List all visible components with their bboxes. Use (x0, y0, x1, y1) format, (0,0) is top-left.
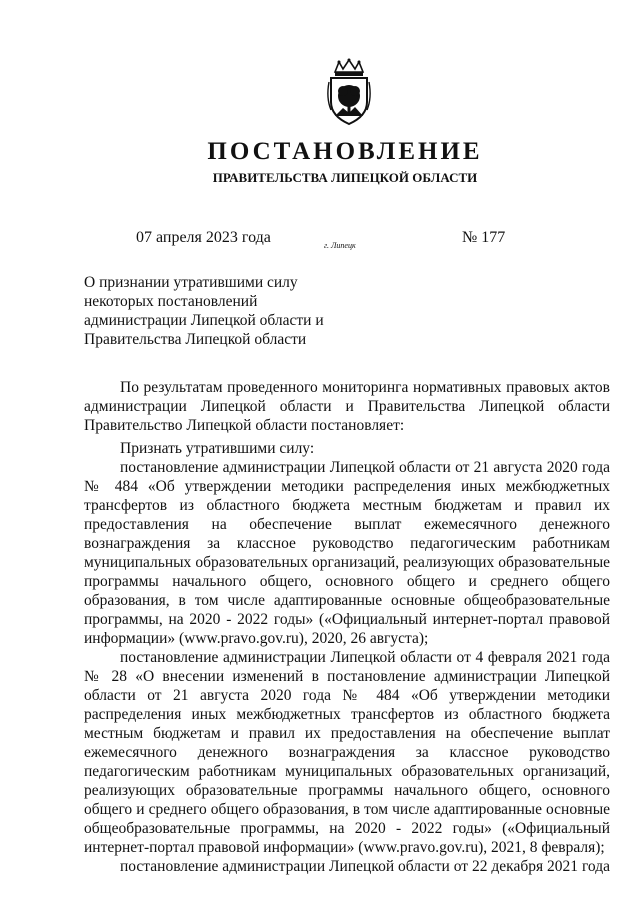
text-line: общеобразовательные программы, на 2020 - 2022 годы» («Официальный (84, 820, 610, 837)
text-line: № 484 «Об утверждении методики распределения иных межбюджетных (84, 478, 610, 495)
text-line: постановление администрации Липецкой области от 4 февраля 2021 года (120, 649, 610, 666)
text-line: реализующих образовательные программы начального общего, основного (84, 782, 610, 799)
heading-line: некоторых постановлений (84, 293, 258, 310)
text-line: ежемесячного денежного вознаграждения за классное руководство (84, 744, 610, 761)
document-heading (84, 273, 344, 349)
heading-line: Правительства Липецкой области (84, 331, 307, 348)
decision-paragraph (84, 439, 610, 458)
text-line: муниципальных образовательных организаций, реализующих образовательные (84, 554, 610, 571)
text-line: постановление администрации Липецкой области от 21 августа 2020 года (120, 459, 610, 476)
text-line: интернет-портал правовой информации» (www.pravo.gov.ru), 2021, 8 февраля); (84, 839, 605, 856)
text-line: № 28 «О внесении изменений в постановление администрации Липецкой (84, 668, 610, 685)
text-line: программы, на 2020 - 2022 годы» («Официальный интернет-портал правовой (84, 611, 610, 628)
text-line: общего и среднего общего образования, в том числе адаптированные основные (84, 801, 610, 818)
text-line: программы начального общего, основного общего и среднего общего (84, 573, 610, 590)
text-line: Признать утратившими силу: (120, 440, 315, 457)
text-line: местным бюджетам и правил их предоставления на обеспечение выплат (84, 725, 610, 742)
heading-line: администрации Липецкой области и (84, 312, 324, 329)
heading-line: О признании утратившими силу (84, 274, 298, 291)
text-line: По результатам проведенного мониторинга нормативных правовых актов (120, 379, 610, 396)
text-line: образования, в том числе адаптированные основные общеобразовательные (84, 592, 610, 609)
text-line: предоставления на обеспечение выплат ежемесячного денежного (84, 516, 610, 533)
repeal-item-3 (84, 857, 610, 876)
document-city: г. Липецк (324, 241, 356, 250)
text-line: области от 21 августа 2020 года № 484 «Об утверждении методики (84, 687, 610, 704)
coat-of-arms-emblem (325, 58, 373, 128)
text-line: педагогическим работникам муниципальных образовательных организаций, (84, 763, 610, 780)
intro-paragraph (84, 378, 610, 435)
document-title: ПОСТАНОВЛЕНИЕ (207, 138, 483, 165)
text-line: постановление администрации Липецкой области от 22 декабря 2021 года (120, 858, 610, 875)
issuing-authority: ПРАВИТЕЛЬСТВА ЛИПЕЦКОЙ ОБЛАСТИ (212, 170, 478, 185)
text-line: администрации Липецкой области и Правительства Липецкой области (84, 398, 610, 415)
repeal-item-2 (84, 648, 610, 857)
repeal-item-1 (84, 458, 610, 648)
text-line: вознаграждения за классное руководство педагогическим работникам (84, 535, 610, 552)
document-body (84, 378, 610, 880)
text-line: Правительство Липецкой области постановляет: (84, 417, 405, 434)
document-date: 07 апреля 2023 года (136, 229, 271, 246)
text-line: информации» (www.pravo.gov.ru), 2020, 26 августа); (84, 630, 429, 647)
document-number: № 177 (462, 229, 506, 246)
text-line: распределения иных межбюджетных трансфертов из областного бюджета (84, 706, 610, 723)
text-line: трансфертов из областного бюджета местным бюджетам и правил их (84, 497, 610, 514)
